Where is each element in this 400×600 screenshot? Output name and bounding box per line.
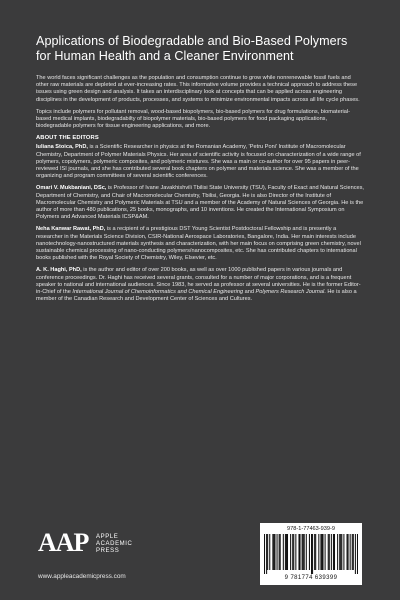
isbn-barcode xyxy=(260,523,362,585)
isbn-number: 978-1-77463-939-9 xyxy=(287,526,335,532)
editor-bio-rawat xyxy=(36,226,364,262)
editor-bio-text: and xyxy=(243,289,256,296)
publisher-name-line: PRESS xyxy=(96,548,120,554)
editor-name: Iuliana Stoica, PhD, xyxy=(36,144,88,151)
editor-bio-text: . He is also a member of the Canadian Research and Development Center of Sciences and Cultures. xyxy=(36,289,357,303)
publisher-name-line: ACADEMIC xyxy=(96,541,133,547)
barcode-icon xyxy=(264,534,358,574)
publisher-website: www.appleacademicpress.com xyxy=(38,573,126,580)
editor-name: A. K. Haghi, PhD, xyxy=(36,267,82,274)
aap-logo-mark: AAP xyxy=(38,528,89,557)
editor-name: Omari V. Mukbaniani, DSc, xyxy=(36,185,107,192)
cover-footer xyxy=(0,515,400,600)
intro-paragraph-1: The world faces significant challenges as the population and consumption continue to grow while nonrenewable fossil fuels and other raw materials are depleted at ever-increasing rates. This informative volume provides a technical approach to address these issues using green design and analysis. It takes an interdisciplinary look at concepts that can be applied across engineering disciplines in the development of products, processes, and systems to minimize environmental impacts across all life cycle phases. xyxy=(36,75,360,103)
editor-bio-text: is the author and editor of over 200 books, as well as over 1000 published papers in various journals and conference proceedings. Dr. Haghi has received several grants, consulted for a number of major corporations, and is a frequent speaker to national and international audiences. Since 1983, he served as professor at several universities. He is the former Editor-in-Chief of the xyxy=(36,267,361,296)
publisher-name-line: APPLE xyxy=(96,534,119,540)
journal-title: Polymers Research Journal xyxy=(255,289,325,296)
journal-title: International Journal of Chemoinformatics and Chemical Engineering xyxy=(72,289,244,296)
editors-heading: ABOUT THE EDITORS xyxy=(36,135,99,142)
intro-paragraph-2: Topics include polymers for pollutant removal, wood-based biopolymers, bio-based polymers for drug formulations, biomaterial-based medical implants, biodegradabilty of biopolymer materials, bio-based polymers for food packaging applications, biodegradable polymers for tissue engineering applications, and more. xyxy=(36,108,351,130)
editor-name: Neha Kanwar Rawat, PhD, xyxy=(36,226,106,233)
editor-bio-text: is a recipient of a prestigious DST Young Scientist Postdoctoral Fellowship and is presently a researcher in the Materials Science Division, CSIR-National Aerospace Laboratories, Bangalore, India. Her main interests include nanotechnology-nanostructured materials synthesis and characterization, with her main focus on comprising green chemistry, novel sustainable chemical processing of nano-conducting polymers/nanocomposites, etc. She has contributed chapters to international books published with the Royal Society of Chemistry, Wiley, Elsevier, etc. xyxy=(36,226,361,262)
editor-bio-mukbaniani xyxy=(36,185,364,221)
editor-bio-text: is a Scientific Researcher in physics at the Romanian Academy, ‘Petru Poni’ Institute of Macromolecular Chemistry, Department of Polymer Materials Physics. Her area of scientific activity is focused on characterization of a wide range of polymers, copolymers, polymeric composites, and polymeric mixtures. She was a main or co-author for over 95 papers in peer-reviewed ISI journals, and she has contributed several book chapters on polymer and materials science. She was a member of the organizing and program committees of several scientific conferences. xyxy=(36,144,361,180)
editor-bio-stoica xyxy=(36,144,364,180)
editor-bio-text: is Professor of Ivane Javakhishvili Tbilisi State University (TSU), Faculty of Exact and Natural Sciences, Department of Chemistry, and Chair of Macromolecular Chemistry, Tbilisi, Georgia. He is also Director of the Institute of Macromolecular Chemistry and Polymeric Materials at TSU and a member of the Academy of Natural Sciences of Georgia. He is the author of more than 480 publications, 25 books, monographs, and 10 inventions. He created the International Symposium on Polymers and Advanced Materials ICSP&AM. xyxy=(36,185,364,221)
isbn-digits: 9 781774 639399 xyxy=(284,575,338,581)
publisher-logo xyxy=(38,529,148,565)
editor-bio-haghi xyxy=(36,267,364,303)
book-title: Applications of Biodegradable and Bio-Based Polymers for Human Health and a Cleaner Environment xyxy=(36,34,348,63)
publisher-name xyxy=(96,534,132,555)
